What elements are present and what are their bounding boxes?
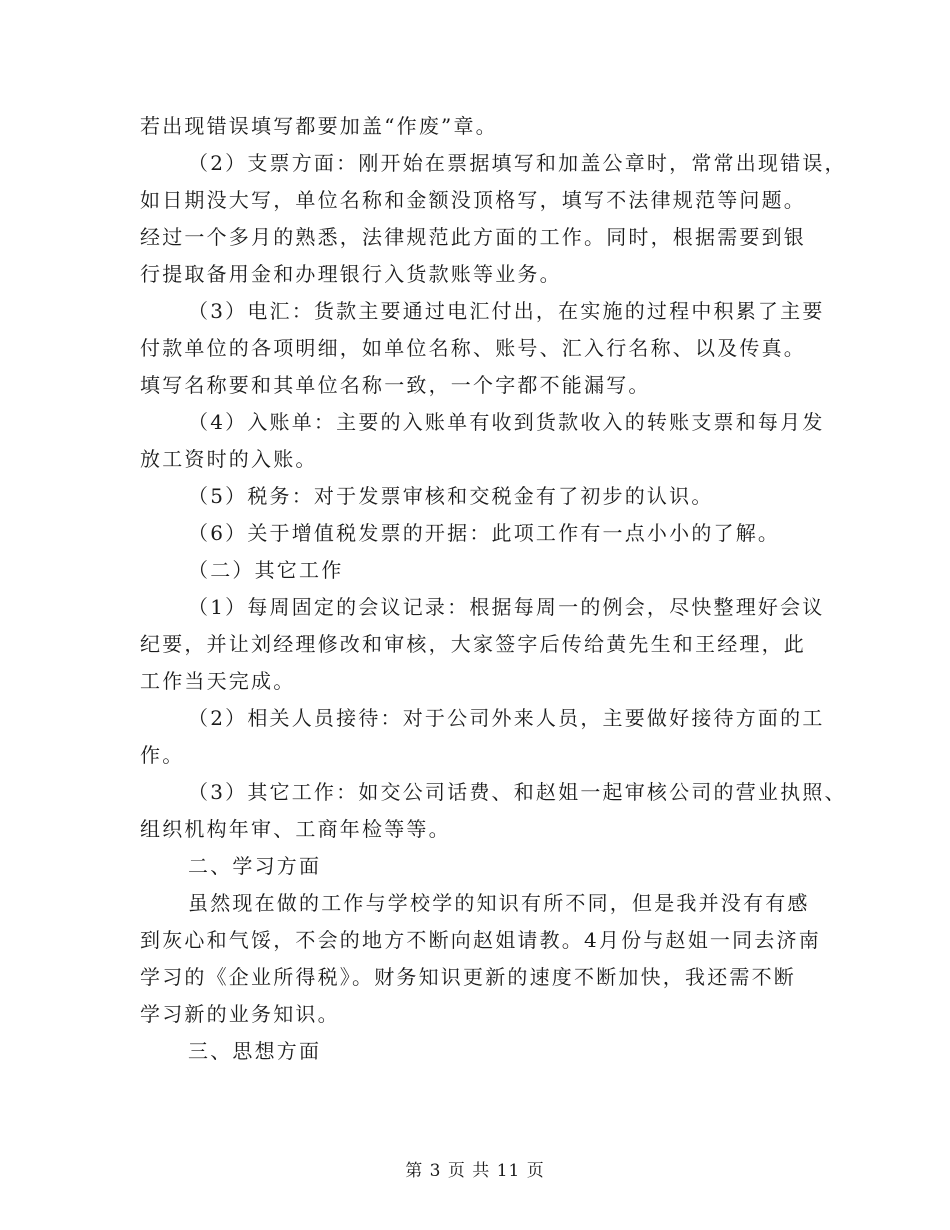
- text-line: （2）相关人员接待：对于公司外来人员，主要做好接待方面的工: [188, 706, 825, 730]
- text-line: 作。: [140, 743, 185, 767]
- page-number-footer: 第 3 页 共 11 页: [405, 1161, 545, 1181]
- text-line: 行提取备用金和办理银行入货款账等业务。: [140, 262, 562, 286]
- text-line: （3）电汇：货款主要通过电汇付出，在实施的过程中积累了主要: [188, 299, 825, 323]
- text-line: 学习的《企业所得税》。财务知识更新的速度不断加快，我还需不断: [140, 965, 796, 989]
- text-line: 若出现错误填写都要加盖“作废”章。: [140, 114, 498, 138]
- text-line: 学习新的业务知识。: [140, 1002, 340, 1026]
- text-line: 放工资时的入账。: [140, 447, 318, 471]
- text-line: 组织机构年审、工商年检等等。: [140, 817, 451, 841]
- section-heading: 二、学习方面: [188, 854, 322, 878]
- text-line: 虽然现在做的工作与学校学的知识有所不同，但是我并没有有感: [188, 891, 810, 915]
- text-line: （4）入账单：主要的入账单有收到货款收入的转账支票和每月发: [188, 410, 825, 434]
- text-line: （2）支票方面：刚开始在票据填写和加盖公章时，常常出现错误，: [188, 151, 847, 175]
- text-line: （3）其它工作：如交公司话费、和赵姐一起审核公司的营业执照、: [188, 780, 847, 804]
- section-heading: （二）其它工作: [188, 558, 344, 582]
- text-line: （6）关于增值税发票的开据：此项工作有一点小小的了解。: [188, 521, 781, 545]
- section-heading: 三、思想方面: [188, 1039, 322, 1063]
- text-line: 到灰心和气馁，不会的地方不断向赵姐请教。4月份与赵姐一同去济南: [140, 928, 821, 952]
- text-line: 工作当天完成。: [140, 669, 296, 693]
- text-line: 付款单位的各项明细，如单位名称、账号、汇入行名称、以及传真。: [140, 336, 806, 360]
- text-line: 填写名称要和其单位名称一致，一个字都不能漏写。: [140, 373, 651, 397]
- text-line: （5）税务：对于发票审核和交税金有了初步的认识。: [188, 484, 714, 508]
- text-line: （1）每周固定的会议记录：根据每周一的例会，尽快整理好会议: [188, 595, 825, 619]
- text-line: 纪要，并让刘经理修改和审核，大家签字后传给黄先生和王经理，此: [140, 632, 806, 656]
- text-line: 经过一个多月的熟悉，法律规范此方面的工作。同时，根据需要到银: [140, 225, 806, 249]
- text-line: 如日期没大写，单位名称和金额没顶格写，填写不法律规范等问题。: [140, 188, 806, 212]
